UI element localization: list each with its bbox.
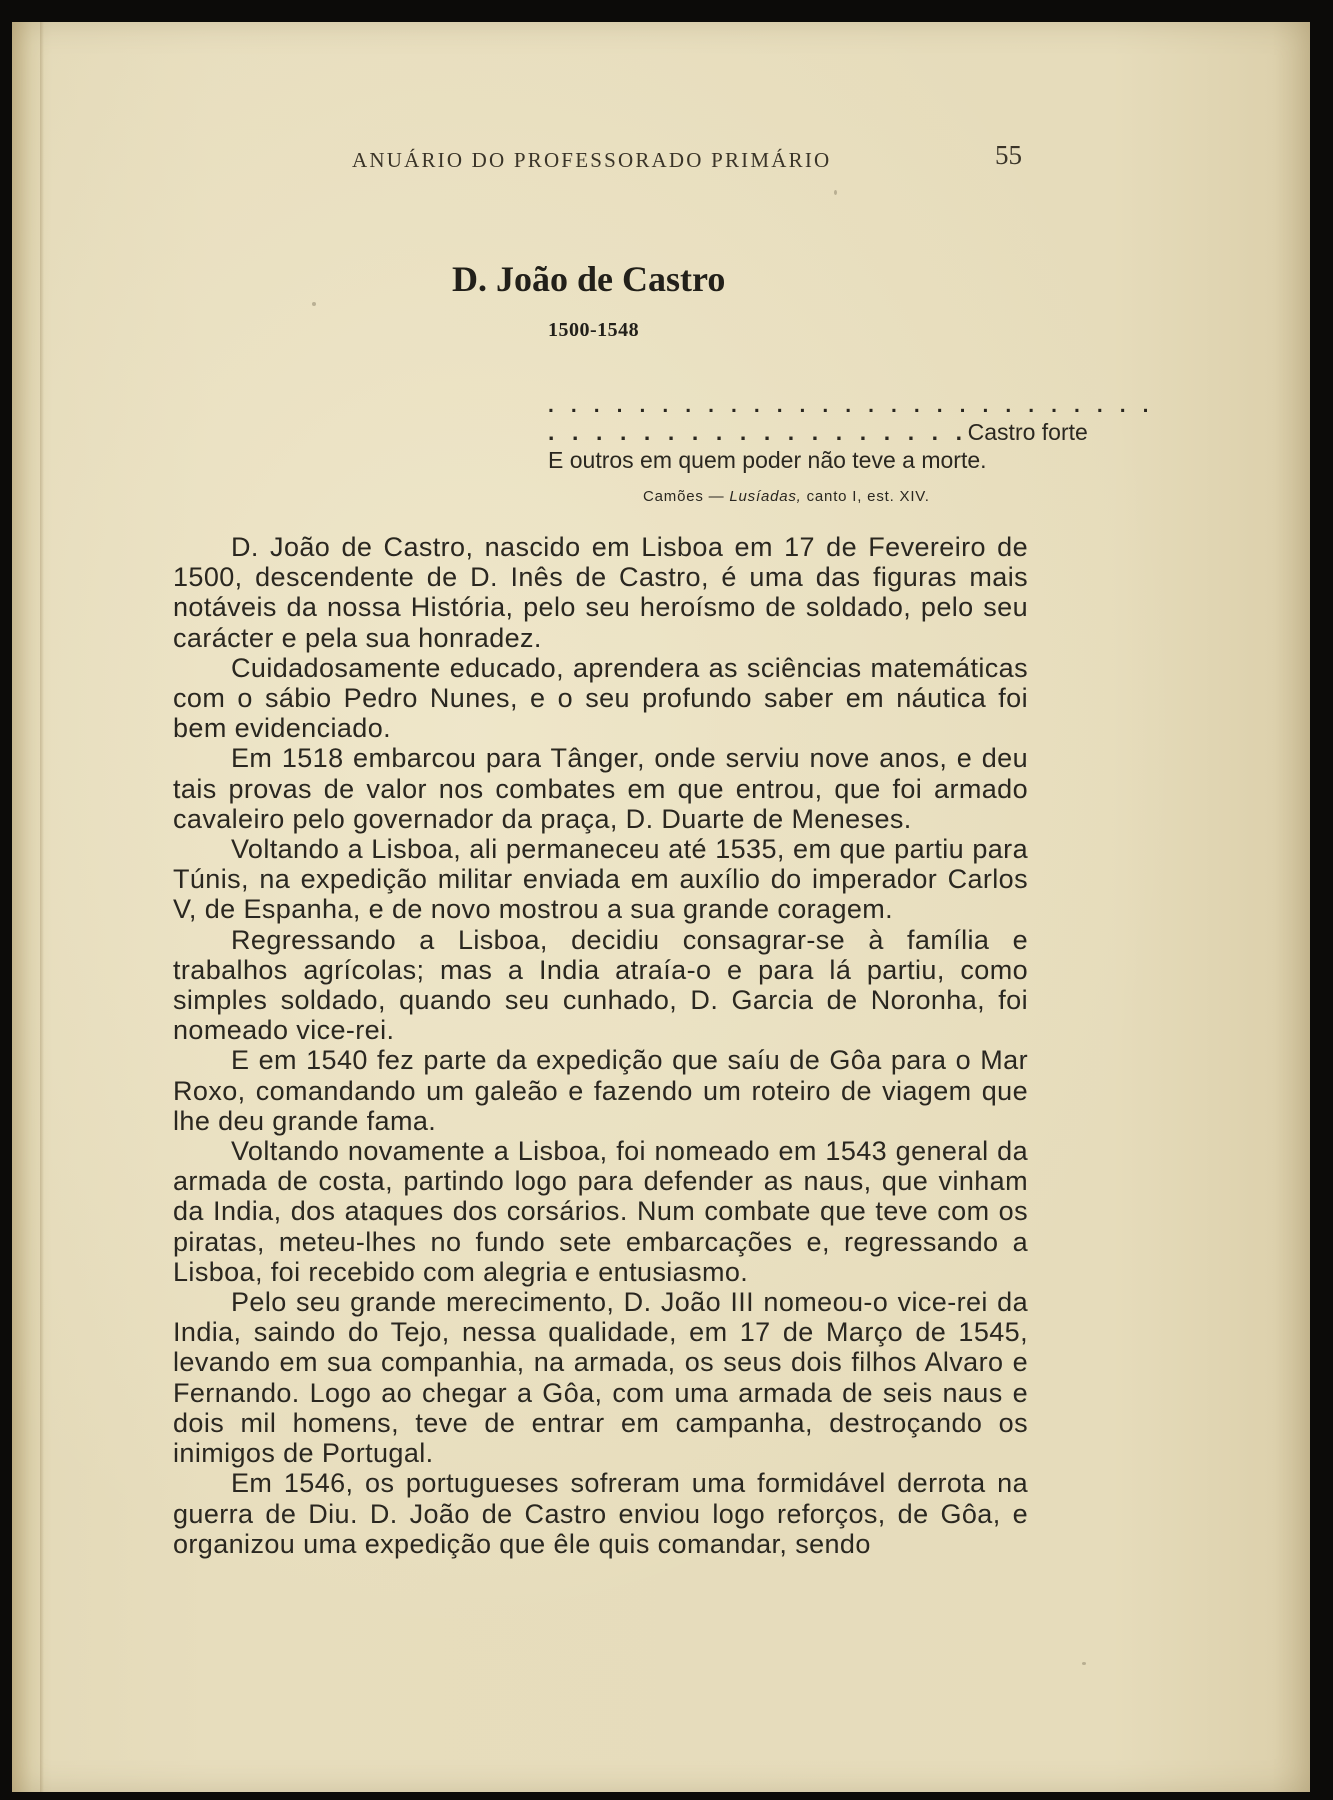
paper-speck bbox=[834, 190, 837, 195]
paragraph: Regressando a Lisboa, decidiu consagrar-se à família e trabalhos agrícolas; mas a India atraía-o e para lá partiu, como simples soldado, quando seu cunhado, D. Garcia de Noronha, foi nomeado vice-rei. bbox=[173, 924, 1028, 1046]
epigraph-citation bbox=[643, 488, 1030, 505]
epigraph-line-2-text: Castro forte bbox=[967, 419, 1088, 445]
paragraph: Pelo seu grande merecimento, D. João III nomeou-o vice-rei da India, saindo do Tejo, nessa qualidade, em 17 de Março de 1545, levando em sua companhia, na armada, os seus dois filhos Alvaro e Fernando. Logo ao chegar a Gôa, com uma armada de seis naus e dois mil homens, teve de entrar em campanha, destroçando os inimigos de Portugal. bbox=[173, 1287, 1028, 1469]
epigraph bbox=[548, 394, 1155, 505]
article-dates: 1500-1548 bbox=[548, 319, 640, 341]
paper-speck bbox=[1082, 1662, 1086, 1665]
paragraph: D. João de Castro, nascido em Lisboa em 17 de Fevereiro de 1500, descendente de D. Inês de Castro, é uma das figuras mais notáveis da nossa História, pelo seu heroísmo de soldado, pelo seu carácter e pela sua honradez. bbox=[173, 532, 1028, 653]
paragraph: E em 1540 fez parte da expedição que saíu de Gôa para o Mar Roxo, comandando um galeão e fazendo um roteiro de viagem que lhe deu grande fama. bbox=[173, 1045, 1028, 1136]
citation-author: Camões — bbox=[643, 488, 725, 505]
citation-reference: canto I, est. XIV. bbox=[806, 488, 930, 505]
page-number: 55 bbox=[995, 140, 1022, 170]
paragraph: Cuidadosamente educado, aprendera as sciências matemáticas com o sábio Pedro Nunes, e o seu profundo saber em náutica foi bem evidenciado. bbox=[173, 652, 1028, 744]
running-title: ANUÁRIO DO PROFESSORADO PRIMÁRIO bbox=[352, 148, 832, 172]
paragraph: Em 1546, os portugueses sofreram uma formidável derrota na guerra de Diu. D. João de Castro enviou logo reforços, de Gôa, e organizou uma expedição que êle quis comandar, sendo bbox=[173, 1468, 1028, 1559]
paragraph: Voltando a Lisboa, ali permaneceu até 1535, em que partiu para Túnis, na expedição militar enviada em auxílio do imperador Carlos V, de Espanha, e de novo mostrou a sua grande coragem. bbox=[173, 834, 1028, 925]
article-body bbox=[173, 532, 1028, 1559]
book-page bbox=[12, 22, 1310, 1792]
epigraph-line-3: E outros em quem poder não teve a morte. bbox=[548, 447, 987, 473]
epigraph-ellipsis: . . . . . . . . . . . . . . . . . . bbox=[548, 419, 968, 445]
paragraph: Voltando novamente a Lisboa, foi nomeado em 1543 general da armada de costa, partindo logo para defender as naus, que vinham da India, dos ataques dos corsários. Num combate que teve com os piratas, meteu-lhes no fundo sete embarcações e, regressando a Lisboa, foi recebido com alegria e entusiasmo. bbox=[173, 1136, 1028, 1287]
citation-work: Lusíadas, bbox=[729, 488, 802, 505]
article-title: D. João de Castro bbox=[452, 259, 726, 299]
paper-speck bbox=[312, 302, 316, 306]
epigraph-line-2 bbox=[548, 418, 1088, 446]
paragraph: Em 1518 embarcou para Tânger, onde serviu nove anos, e deu tais provas de valor nos combates em que entrou, que foi armado cavaleiro pelo governador da praça, D. Duarte de Meneses. bbox=[173, 743, 1028, 834]
epigraph-ellipsis-line: . . . . . . . . . . . . . . . . . . . . . . . . . . . bbox=[548, 394, 1155, 417]
page-spine-shadow bbox=[40, 22, 44, 1792]
